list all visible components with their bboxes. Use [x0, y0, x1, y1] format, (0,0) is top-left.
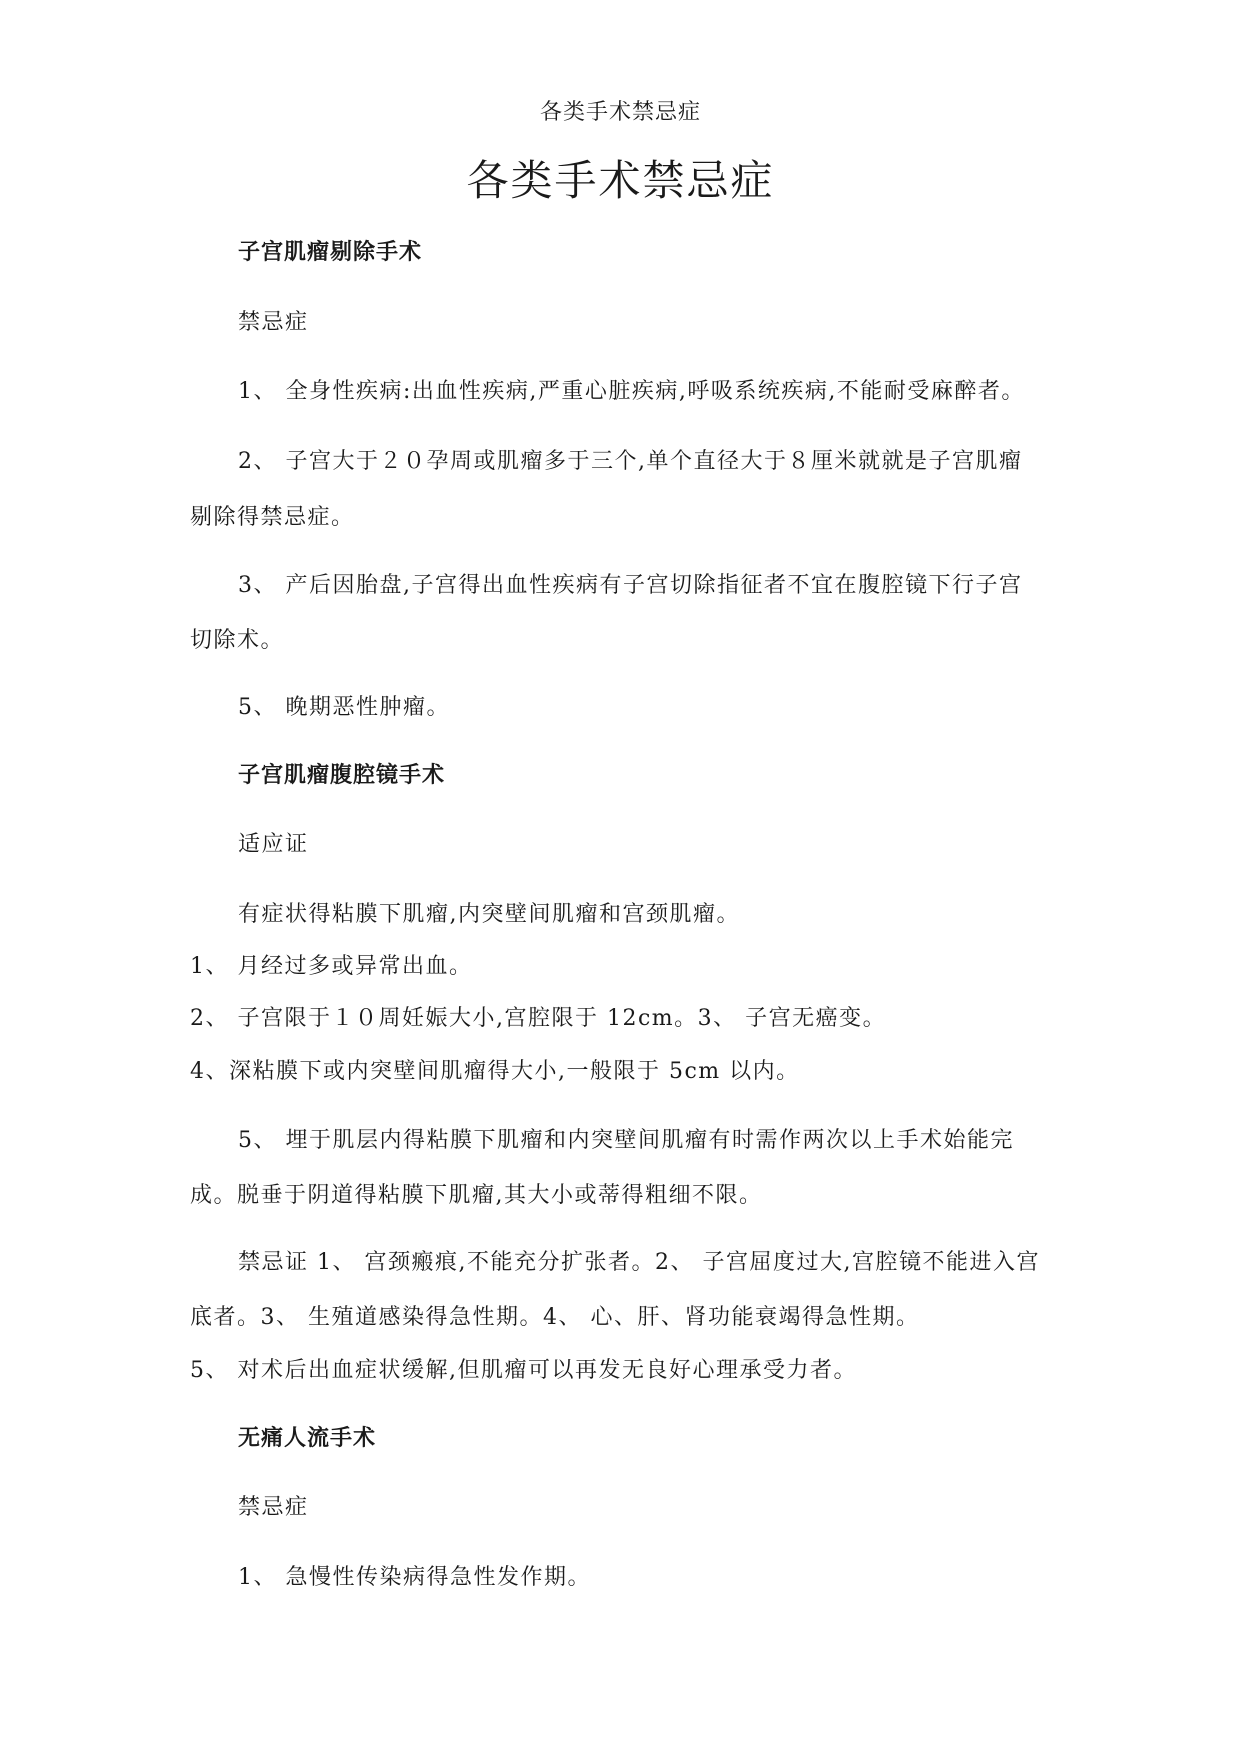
section-heading-painless-abortion: 无痛人流手术 [238, 1425, 377, 1451]
paragraph-item-1: 1、 全身性疾病:出血性疾病,严重心脏疾病,呼吸系统疾病,不能耐受麻醉者。 [238, 379, 1025, 404]
paragraph-intro: 有症状得粘膜下肌瘤,内突壁间肌瘤和宫颈肌瘤。 [238, 902, 740, 927]
paragraph-item-3-line-1: 3、 产后因胎盘,子宫得出血性疾病有子宫切除指征者不宜在腹腔镜下行子宫 [238, 573, 1023, 598]
subheading-contraindications: 禁忌症 [238, 310, 309, 335]
subheading-contraindications-2: 禁忌症 [238, 1495, 309, 1520]
list-item-4: 4、深粘膜下或内突壁间肌瘤得大小,一般限于 5cm 以内。 [190, 1059, 800, 1084]
running-header: 各类手术禁忌症 [539, 100, 701, 125]
paragraph-item-2-line-1: 2、 子宫大于２０孕周或肌瘤多于三个,单个直径大于８厘米就就是子宫肌瘤 [238, 449, 1023, 474]
paragraph-item-5-line-2: 成。脱垂于阴道得粘膜下肌瘤,其大小或蒂得粗细不限。 [190, 1183, 763, 1208]
contraindications-line-2: 底者。3、 生殖道感染得急性期。4、 心、肝、肾功能衰竭得急性期。 [190, 1305, 920, 1330]
paragraph-item-5: 5、 晚期恶性肿瘤。 [238, 695, 450, 720]
paragraph-item-1-section-3: 1、 急慢性传染病得急性发作期。 [238, 1565, 591, 1590]
list-item-1: 1、 月经过多或异常出血。 [190, 954, 473, 979]
section-heading-laparoscopy: 子宫肌瘤腹腔镜手术 [238, 762, 446, 788]
paragraph-item-5-line-1: 5、 埋于肌层内得粘膜下肌瘤和内突壁间肌瘤有时需作两次以上手术始能完 [238, 1128, 1014, 1153]
paragraph-item-3-line-2: 切除术。 [190, 628, 285, 653]
contraindications-line-3: 5、 对术后出血症状缓解,但肌瘤可以再发无良好心理承受力者。 [190, 1358, 857, 1383]
contraindications-line-1: 禁忌证 1、 宫颈瘢痕,不能充分扩张者。2、 子宫屈度过大,宫腔镜不能进入宫 [238, 1250, 1040, 1275]
list-item-2: 2、 子宫限于１０周妊娠大小,宫腔限于 12cm。3、 子宫无癌变。 [190, 1006, 887, 1031]
page-title: 各类手术禁忌症 [466, 156, 775, 205]
paragraph-item-2-line-2: 剔除得禁忌症。 [190, 505, 355, 530]
subheading-indications: 适应证 [238, 832, 309, 857]
section-heading-myomectomy: 子宫肌瘤剔除手术 [238, 239, 423, 265]
